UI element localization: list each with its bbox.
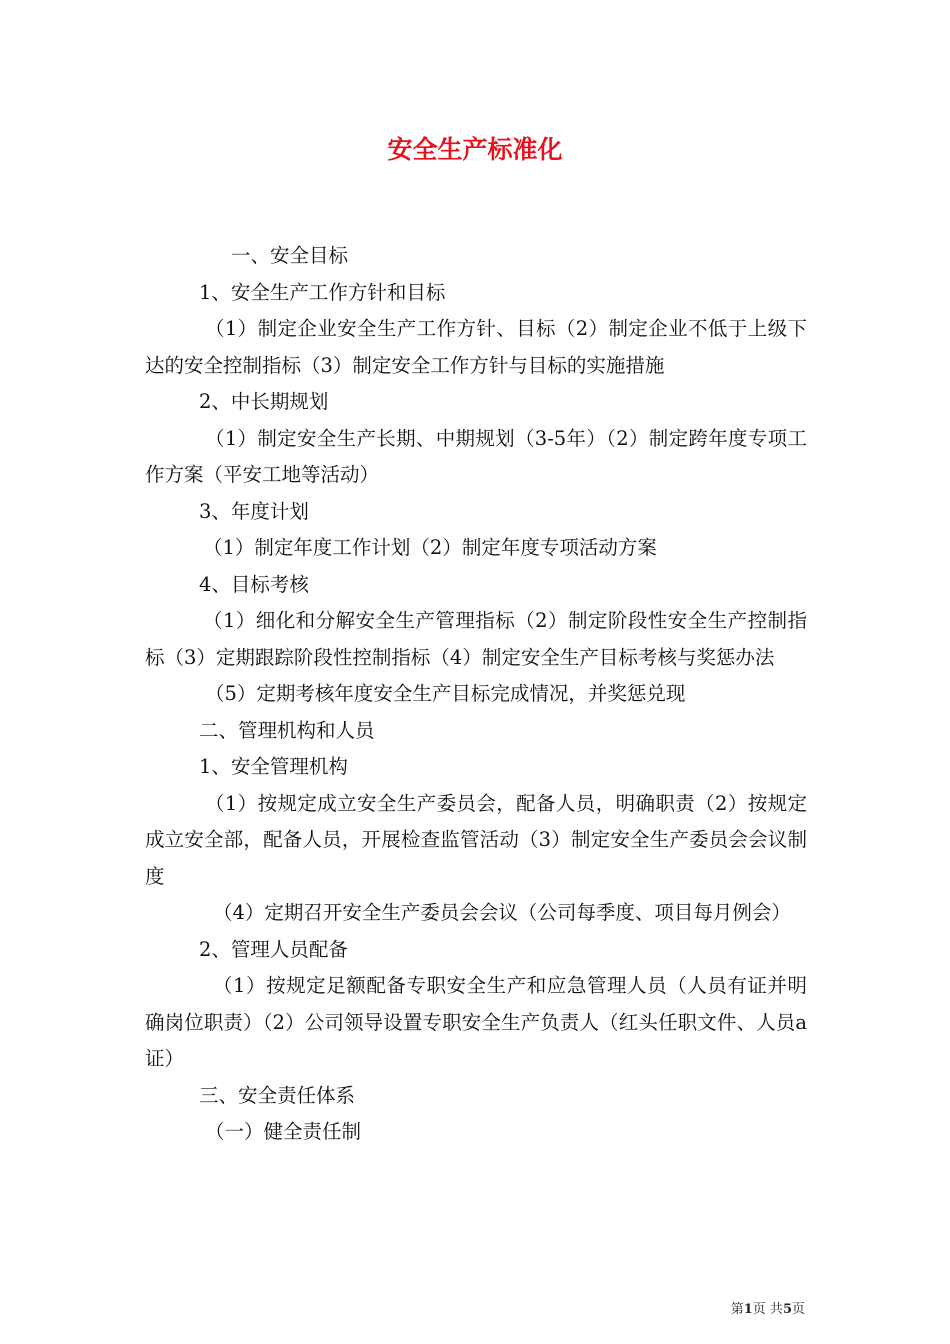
current-page-number: 1 [743, 1302, 753, 1317]
page-number-footer [731, 1300, 805, 1320]
section-heading: 二、管理机构和人员 [199, 718, 375, 742]
footer-prefix: 第 [730, 1302, 744, 1317]
subsection-heading: 2、中长期规划 [199, 390, 329, 413]
paragraph: （4）定期召开安全生产委员会会议（公司每季度、项目每月例会） [213, 901, 791, 924]
paragraph: （5）定期考核年度安全生产目标完成情况，并奖惩兑现 [205, 682, 686, 705]
total-pages-number: 5 [782, 1302, 792, 1317]
document-title: 安全生产标准化 [387, 135, 563, 164]
section-heading: 一、安全目标 [231, 244, 349, 267]
subsection-heading: 1、安全生产工作方针和目标 [199, 280, 446, 304]
paragraph: （1）制定企业安全生产工作方针、目标（2）制定企业不低于上级下达的安全控制指标（3）制定安全工作方针与目标的实施措施 [145, 317, 807, 377]
paragraph: （1）按规定成立安全生产委员会，配备人员，明确职责（2）按规定成立安全部，配备人员，开展检查监管活动（3）制定安全生产委员会会议制度 [145, 791, 807, 888]
subsection-heading: 2、管理人员配备 [199, 937, 348, 961]
footer-suffix: 页 [791, 1302, 805, 1317]
subsection-heading: 3、年度计划 [199, 499, 309, 523]
document-body [145, 238, 807, 1151]
paragraph: （1）细化和分解安全生产管理指标（2）制定阶段性安全生产控制指标（3）定期跟踪阶段性控制指标（4）制定安全生产目标考核与奖惩办法 [145, 609, 807, 669]
paragraph: （1）按规定足额配备专职安全生产和应急管理人员（人员有证并明确岗位职责）（2）公司领导设置专职安全生产负责人（红头任职文件、人员a证） [145, 974, 807, 1070]
paragraph: （1）制定安全生产长期、中期规划（3-5年）（2）制定跨年度专项工作方案（平安工地等活动） [145, 426, 807, 486]
paragraph: （1）制定年度工作计划（2）制定年度专项活动方案 [203, 536, 657, 559]
subsection-heading: （一）健全责任制 [205, 1120, 362, 1143]
section-heading: 三、安全责任体系 [199, 1083, 356, 1107]
footer-middle: 页 共 [752, 1302, 783, 1317]
subsection-heading: 1、安全管理机构 [199, 755, 348, 778]
subsection-heading: 4、目标考核 [199, 572, 309, 596]
